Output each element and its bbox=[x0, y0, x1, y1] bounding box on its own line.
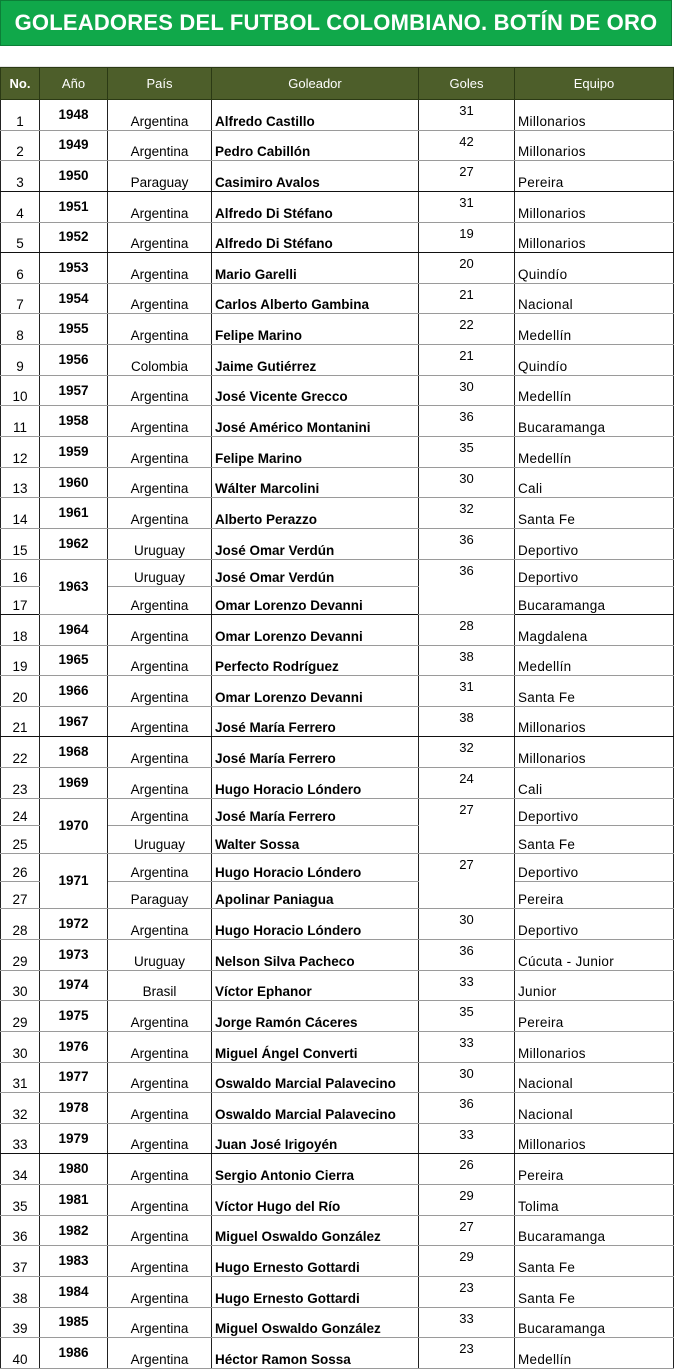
cell-scorer[interactable]: José Omar Verdún bbox=[212, 559, 419, 587]
cell-scorer[interactable]: Hugo Horacio Lóndero bbox=[212, 909, 419, 940]
cell-year[interactable]: 1974 bbox=[40, 970, 108, 1001]
cell-year[interactable]: 1952 bbox=[40, 222, 108, 253]
cell-year[interactable]: 1983 bbox=[40, 1246, 108, 1277]
page-title: GOLEADORES DEL FUTBOL COLOMBIANO. BOTÍN DE ORO bbox=[0, 0, 672, 46]
cell-no[interactable]: 33 bbox=[1, 1123, 40, 1154]
cell-goals[interactable]: 29 bbox=[419, 1246, 515, 1277]
cell-team[interactable]: Pereira bbox=[515, 1154, 674, 1185]
cell-no[interactable]: 38 bbox=[1, 1276, 40, 1307]
cell-country[interactable]: Argentina bbox=[108, 768, 212, 799]
cell-scorer[interactable]: Walter Sossa bbox=[212, 826, 419, 854]
cell-scorer[interactable]: Alfredo Castillo bbox=[212, 100, 419, 131]
cell-year[interactable]: 1949 bbox=[40, 130, 108, 161]
table-row bbox=[1, 939, 674, 970]
cell-year[interactable]: 1984 bbox=[40, 1276, 108, 1307]
cell-country[interactable]: Argentina bbox=[108, 676, 212, 707]
scorers-table bbox=[0, 67, 674, 1369]
cell-scorer[interactable]: Jorge Ramón Cáceres bbox=[212, 1001, 419, 1032]
cell-scorer[interactable]: Oswaldo Marcial Palavecino bbox=[212, 1062, 419, 1093]
cell-year[interactable]: 1975 bbox=[40, 1001, 108, 1032]
cell-year[interactable]: 1971 bbox=[40, 854, 108, 909]
cell-team[interactable]: Nacional bbox=[515, 1093, 674, 1124]
cell-team[interactable]: Quindío bbox=[515, 345, 674, 376]
cell-no[interactable]: 26 bbox=[1, 854, 40, 882]
cell-scorer[interactable]: José María Ferrero bbox=[212, 706, 419, 737]
cell-team[interactable]: Millonarios bbox=[515, 130, 674, 161]
cell-scorer[interactable]: Víctor Hugo del Río bbox=[212, 1185, 419, 1216]
cell-goals[interactable]: 35 bbox=[419, 437, 515, 468]
cell-team[interactable]: Bucaramanga bbox=[515, 1307, 674, 1338]
cell-year[interactable]: 1968 bbox=[40, 737, 108, 768]
cell-country[interactable]: Argentina bbox=[108, 283, 212, 314]
table-row bbox=[1, 375, 674, 406]
cell-goals[interactable]: 27 bbox=[419, 1215, 515, 1246]
cell-no[interactable]: 9 bbox=[1, 345, 40, 376]
cell-no[interactable]: 14 bbox=[1, 498, 40, 529]
cell-country[interactable]: Paraguay bbox=[108, 881, 212, 909]
cell-team[interactable]: Quindío bbox=[515, 253, 674, 284]
cell-no[interactable]: 24 bbox=[1, 798, 40, 826]
cell-goals[interactable]: 26 bbox=[419, 1154, 515, 1185]
cell-year[interactable]: 1973 bbox=[40, 939, 108, 970]
cell-goals[interactable]: 33 bbox=[419, 970, 515, 1001]
cell-scorer[interactable]: Hugo Ernesto Gottardi bbox=[212, 1276, 419, 1307]
cell-team[interactable]: Millonarios bbox=[515, 100, 674, 131]
cell-scorer[interactable]: Nelson Silva Pacheco bbox=[212, 939, 419, 970]
cell-no[interactable]: 30 bbox=[1, 970, 40, 1001]
cell-scorer[interactable]: Felipe Marino bbox=[212, 437, 419, 468]
table-row bbox=[1, 467, 674, 498]
cell-goals[interactable]: 36 bbox=[419, 939, 515, 970]
cell-scorer[interactable]: Sergio Antonio Cierra bbox=[212, 1154, 419, 1185]
cell-no[interactable]: 16 bbox=[1, 559, 40, 587]
cell-scorer[interactable]: Perfecto Rodríguez bbox=[212, 645, 419, 676]
cell-year[interactable]: 1980 bbox=[40, 1154, 108, 1185]
cell-goals[interactable]: 22 bbox=[419, 314, 515, 345]
cell-scorer[interactable]: Apolinar Paniagua bbox=[212, 881, 419, 909]
cell-scorer[interactable]: José María Ferrero bbox=[212, 737, 419, 768]
cell-country[interactable]: Argentina bbox=[108, 406, 212, 437]
spacer-row bbox=[0, 46, 674, 67]
cell-no[interactable]: 11 bbox=[1, 406, 40, 437]
cell-country[interactable]: Uruguay bbox=[108, 559, 212, 587]
cell-year[interactable]: 1954 bbox=[40, 283, 108, 314]
table-row bbox=[1, 253, 674, 284]
cell-scorer[interactable]: Pedro Cabillón bbox=[212, 130, 419, 161]
cell-team[interactable]: Bucaramanga bbox=[515, 587, 674, 615]
table-row bbox=[1, 1093, 674, 1124]
cell-team[interactable]: Santa Fe bbox=[515, 676, 674, 707]
table-row bbox=[1, 222, 674, 253]
cell-scorer[interactable]: Miguel Ángel Converti bbox=[212, 1031, 419, 1062]
cell-country[interactable]: Argentina bbox=[108, 467, 212, 498]
cell-scorer[interactable]: Hugo Horacio Lóndero bbox=[212, 768, 419, 799]
cell-year[interactable]: 1963 bbox=[40, 559, 108, 614]
cell-scorer[interactable]: José Omar Verdún bbox=[212, 528, 419, 559]
cell-country[interactable]: Argentina bbox=[108, 1093, 212, 1124]
cell-goals[interactable]: 30 bbox=[419, 1062, 515, 1093]
cell-goals[interactable]: 33 bbox=[419, 1123, 515, 1154]
cell-no[interactable]: 23 bbox=[1, 768, 40, 799]
cell-team[interactable]: Deportivo bbox=[515, 909, 674, 940]
cell-country[interactable]: Argentina bbox=[108, 1031, 212, 1062]
cell-team[interactable]: Millonarios bbox=[515, 1031, 674, 1062]
cell-goals[interactable]: 36 bbox=[419, 559, 515, 614]
cell-team[interactable]: Millonarios bbox=[515, 706, 674, 737]
cell-goals[interactable]: 33 bbox=[419, 1307, 515, 1338]
cell-country[interactable]: Argentina bbox=[108, 854, 212, 882]
cell-team[interactable]: Millonarios bbox=[515, 222, 674, 253]
cell-team[interactable]: Medellín bbox=[515, 437, 674, 468]
cell-team[interactable]: Cali bbox=[515, 768, 674, 799]
table-row bbox=[1, 1123, 674, 1154]
cell-goals[interactable]: 36 bbox=[419, 1093, 515, 1124]
cell-goals[interactable]: 36 bbox=[419, 528, 515, 559]
cell-no[interactable]: 40 bbox=[1, 1338, 40, 1369]
cell-no[interactable]: 7 bbox=[1, 283, 40, 314]
cell-no[interactable]: 27 bbox=[1, 881, 40, 909]
cell-country[interactable]: Argentina bbox=[108, 375, 212, 406]
table-row bbox=[1, 528, 674, 559]
cell-team[interactable]: Santa Fe bbox=[515, 826, 674, 854]
cell-team[interactable]: Deportivo bbox=[515, 559, 674, 587]
cell-scorer[interactable]: Omar Lorenzo Devanni bbox=[212, 676, 419, 707]
cell-no[interactable]: 2 bbox=[1, 130, 40, 161]
cell-goals[interactable]: 32 bbox=[419, 737, 515, 768]
cell-country[interactable]: Argentina bbox=[108, 1062, 212, 1093]
cell-goals[interactable]: 38 bbox=[419, 645, 515, 676]
cell-goals[interactable]: 31 bbox=[419, 191, 515, 222]
table-row bbox=[1, 768, 674, 799]
header-pais[interactable]: País bbox=[108, 68, 212, 100]
cell-no[interactable]: 39 bbox=[1, 1307, 40, 1338]
cell-no[interactable]: 25 bbox=[1, 826, 40, 854]
cell-goals[interactable]: 21 bbox=[419, 283, 515, 314]
cell-no[interactable]: 12 bbox=[1, 437, 40, 468]
table-row bbox=[1, 283, 674, 314]
table-row bbox=[1, 1338, 674, 1369]
cell-country[interactable]: Argentina bbox=[108, 253, 212, 284]
cell-no[interactable]: 1 bbox=[1, 100, 40, 131]
cell-team[interactable]: Medellín bbox=[515, 314, 674, 345]
cell-country[interactable]: Argentina bbox=[108, 191, 212, 222]
table-row bbox=[1, 1062, 674, 1093]
cell-no[interactable]: 32 bbox=[1, 1093, 40, 1124]
cell-scorer[interactable]: Oswaldo Marcial Palavecino bbox=[212, 1093, 419, 1124]
cell-goals[interactable]: 38 bbox=[419, 706, 515, 737]
cell-team[interactable]: Deportivo bbox=[515, 854, 674, 882]
cell-country[interactable]: Argentina bbox=[108, 1123, 212, 1154]
cell-team[interactable]: Nacional bbox=[515, 283, 674, 314]
cell-no[interactable]: 6 bbox=[1, 253, 40, 284]
cell-no[interactable]: 18 bbox=[1, 614, 40, 645]
cell-year[interactable]: 1981 bbox=[40, 1185, 108, 1216]
cell-team[interactable]: Junior bbox=[515, 970, 674, 1001]
cell-year[interactable]: 1961 bbox=[40, 498, 108, 529]
cell-no[interactable]: 8 bbox=[1, 314, 40, 345]
cell-scorer[interactable]: Mario Garelli bbox=[212, 253, 419, 284]
table-row bbox=[1, 1246, 674, 1277]
cell-team[interactable]: Pereira bbox=[515, 881, 674, 909]
cell-team[interactable]: Bucaramanga bbox=[515, 1215, 674, 1246]
cell-year[interactable]: 1956 bbox=[40, 345, 108, 376]
table-row bbox=[1, 798, 674, 826]
table-row bbox=[1, 1154, 674, 1185]
cell-goals[interactable]: 31 bbox=[419, 676, 515, 707]
table-row bbox=[1, 406, 674, 437]
header-goles[interactable]: Goles bbox=[419, 68, 515, 100]
cell-year[interactable]: 1965 bbox=[40, 645, 108, 676]
table-row bbox=[1, 1276, 674, 1307]
cell-team[interactable]: Millonarios bbox=[515, 1123, 674, 1154]
cell-year[interactable]: 1958 bbox=[40, 406, 108, 437]
cell-team[interactable]: Nacional bbox=[515, 1062, 674, 1093]
table-row bbox=[1, 706, 674, 737]
cell-team[interactable]: Magdalena bbox=[515, 614, 674, 645]
cell-no[interactable]: 17 bbox=[1, 587, 40, 615]
table-row bbox=[1, 161, 674, 192]
cell-no[interactable]: 13 bbox=[1, 467, 40, 498]
cell-goals[interactable]: 23 bbox=[419, 1338, 515, 1369]
cell-no[interactable]: 36 bbox=[1, 1215, 40, 1246]
table-row bbox=[1, 737, 674, 768]
cell-team[interactable]: Cúcuta - Junior bbox=[515, 939, 674, 970]
cell-country[interactable]: Argentina bbox=[108, 645, 212, 676]
cell-goals[interactable]: 19 bbox=[419, 222, 515, 253]
cell-scorer[interactable]: Omar Lorenzo Devanni bbox=[212, 587, 419, 615]
cell-scorer[interactable]: Héctor Ramon Sossa bbox=[212, 1338, 419, 1369]
cell-team[interactable]: Cali bbox=[515, 467, 674, 498]
cell-year[interactable]: 1969 bbox=[40, 768, 108, 799]
cell-year[interactable]: 1976 bbox=[40, 1031, 108, 1062]
cell-no[interactable]: 29 bbox=[1, 1001, 40, 1032]
cell-country[interactable]: Argentina bbox=[108, 1246, 212, 1277]
cell-scorer[interactable]: Carlos Alberto Gambina bbox=[212, 283, 419, 314]
cell-country[interactable]: Argentina bbox=[108, 1338, 212, 1369]
cell-no[interactable]: 30 bbox=[1, 1031, 40, 1062]
cell-no[interactable]: 3 bbox=[1, 161, 40, 192]
cell-no[interactable]: 31 bbox=[1, 1062, 40, 1093]
cell-team[interactable]: Santa Fe bbox=[515, 1246, 674, 1277]
cell-no[interactable]: 21 bbox=[1, 706, 40, 737]
cell-country[interactable]: Argentina bbox=[108, 706, 212, 737]
cell-no[interactable]: 22 bbox=[1, 737, 40, 768]
cell-goals[interactable]: 23 bbox=[419, 1276, 515, 1307]
table-row bbox=[1, 1031, 674, 1062]
cell-year[interactable]: 1957 bbox=[40, 375, 108, 406]
table-row bbox=[1, 314, 674, 345]
cell-year[interactable]: 1970 bbox=[40, 798, 108, 853]
cell-team[interactable]: Medellín bbox=[515, 375, 674, 406]
cell-no[interactable]: 35 bbox=[1, 1185, 40, 1216]
table-row bbox=[1, 498, 674, 529]
cell-no[interactable]: 15 bbox=[1, 528, 40, 559]
cell-country[interactable]: Argentina bbox=[108, 1307, 212, 1338]
table-row bbox=[1, 970, 674, 1001]
cell-country[interactable]: Argentina bbox=[108, 587, 212, 615]
cell-country[interactable]: Uruguay bbox=[108, 528, 212, 559]
cell-year[interactable]: 1948 bbox=[40, 100, 108, 131]
cell-year[interactable]: 1953 bbox=[40, 253, 108, 284]
cell-year[interactable]: 1967 bbox=[40, 706, 108, 737]
cell-team[interactable]: Pereira bbox=[515, 1001, 674, 1032]
cell-team[interactable]: Deportivo bbox=[515, 528, 674, 559]
cell-country[interactable]: Brasil bbox=[108, 970, 212, 1001]
cell-country[interactable]: Argentina bbox=[108, 130, 212, 161]
cell-scorer[interactable]: Hugo Ernesto Gottardi bbox=[212, 1246, 419, 1277]
cell-no[interactable]: 20 bbox=[1, 676, 40, 707]
cell-goals[interactable]: 27 bbox=[419, 798, 515, 853]
cell-goals[interactable]: 29 bbox=[419, 1185, 515, 1216]
cell-year[interactable]: 1951 bbox=[40, 191, 108, 222]
table-row bbox=[1, 345, 674, 376]
cell-goals[interactable]: 24 bbox=[419, 768, 515, 799]
cell-team[interactable]: Medellín bbox=[515, 645, 674, 676]
cell-country[interactable]: Uruguay bbox=[108, 826, 212, 854]
cell-goals[interactable]: 27 bbox=[419, 854, 515, 909]
cell-scorer[interactable]: Miguel Oswaldo González bbox=[212, 1215, 419, 1246]
cell-year[interactable]: 1962 bbox=[40, 528, 108, 559]
cell-no[interactable]: 29 bbox=[1, 939, 40, 970]
cell-year[interactable]: 1966 bbox=[40, 676, 108, 707]
cell-goals[interactable]: 30 bbox=[419, 467, 515, 498]
cell-no[interactable]: 10 bbox=[1, 375, 40, 406]
table-row bbox=[1, 909, 674, 940]
cell-country[interactable]: Argentina bbox=[108, 437, 212, 468]
table-row bbox=[1, 191, 674, 222]
cell-scorer[interactable]: Alfredo Di Stéfano bbox=[212, 222, 419, 253]
cell-team[interactable]: Medellín bbox=[515, 1338, 674, 1369]
table-row bbox=[1, 1215, 674, 1246]
cell-year[interactable]: 1972 bbox=[40, 909, 108, 940]
cell-year[interactable]: 1955 bbox=[40, 314, 108, 345]
table-row bbox=[1, 437, 674, 468]
cell-team[interactable]: Millonarios bbox=[515, 191, 674, 222]
cell-country[interactable]: Argentina bbox=[108, 222, 212, 253]
cell-no[interactable]: 28 bbox=[1, 909, 40, 940]
cell-goals[interactable]: 27 bbox=[419, 161, 515, 192]
cell-year[interactable]: 1960 bbox=[40, 467, 108, 498]
cell-country[interactable]: Argentina bbox=[108, 498, 212, 529]
cell-scorer[interactable]: Wálter Marcolini bbox=[212, 467, 419, 498]
cell-scorer[interactable]: Alberto Perazzo bbox=[212, 498, 419, 529]
cell-country[interactable]: Argentina bbox=[108, 1215, 212, 1246]
table-row bbox=[1, 100, 674, 131]
cell-team[interactable]: Santa Fe bbox=[515, 498, 674, 529]
cell-no[interactable]: 4 bbox=[1, 191, 40, 222]
cell-no[interactable]: 19 bbox=[1, 645, 40, 676]
cell-country[interactable]: Colombia bbox=[108, 345, 212, 376]
cell-scorer[interactable]: José Vicente Grecco bbox=[212, 375, 419, 406]
cell-scorer[interactable]: Hugo Horacio Lóndero bbox=[212, 854, 419, 882]
table-row bbox=[1, 676, 674, 707]
cell-goals[interactable]: 28 bbox=[419, 614, 515, 645]
cell-goals[interactable]: 30 bbox=[419, 909, 515, 940]
cell-year[interactable]: 1985 bbox=[40, 1307, 108, 1338]
cell-scorer[interactable]: José Américo Montanini bbox=[212, 406, 419, 437]
table-row bbox=[1, 854, 674, 882]
cell-year[interactable]: 1979 bbox=[40, 1123, 108, 1154]
cell-scorer[interactable]: Jaime Gutiérrez bbox=[212, 345, 419, 376]
cell-no[interactable]: 37 bbox=[1, 1246, 40, 1277]
cell-scorer[interactable]: Juan José Irigoyén bbox=[212, 1123, 419, 1154]
cell-country[interactable]: Argentina bbox=[108, 1276, 212, 1307]
header-equipo[interactable]: Equipo bbox=[515, 68, 674, 100]
cell-country[interactable]: Argentina bbox=[108, 100, 212, 131]
table-row bbox=[1, 645, 674, 676]
cell-team[interactable]: Deportivo bbox=[515, 798, 674, 826]
header-anio[interactable]: Año bbox=[40, 68, 108, 100]
cell-scorer[interactable]: José María Ferrero bbox=[212, 798, 419, 826]
cell-country[interactable]: Argentina bbox=[108, 1185, 212, 1216]
table-row bbox=[1, 1307, 674, 1338]
cell-year[interactable]: 1977 bbox=[40, 1062, 108, 1093]
cell-scorer[interactable]: Omar Lorenzo Devanni bbox=[212, 614, 419, 645]
table-row bbox=[1, 614, 674, 645]
cell-goals[interactable]: 32 bbox=[419, 498, 515, 529]
cell-no[interactable]: 5 bbox=[1, 222, 40, 253]
cell-country[interactable]: Argentina bbox=[108, 1001, 212, 1032]
cell-team[interactable]: Pereira bbox=[515, 161, 674, 192]
header-row bbox=[1, 68, 674, 100]
cell-year[interactable]: 1986 bbox=[40, 1338, 108, 1369]
cell-country[interactable]: Argentina bbox=[108, 798, 212, 826]
cell-team[interactable]: Santa Fe bbox=[515, 1276, 674, 1307]
cell-country[interactable]: Argentina bbox=[108, 737, 212, 768]
cell-goals[interactable]: 42 bbox=[419, 130, 515, 161]
cell-country[interactable]: Argentina bbox=[108, 314, 212, 345]
cell-country[interactable]: Argentina bbox=[108, 909, 212, 940]
cell-goals[interactable]: 30 bbox=[419, 375, 515, 406]
cell-team[interactable]: Tolima bbox=[515, 1185, 674, 1216]
cell-goals[interactable]: 33 bbox=[419, 1031, 515, 1062]
cell-scorer[interactable]: Víctor Ephanor bbox=[212, 970, 419, 1001]
header-no[interactable]: No. bbox=[1, 68, 40, 100]
cell-country[interactable]: Paraguay bbox=[108, 161, 212, 192]
cell-year[interactable]: 1964 bbox=[40, 614, 108, 645]
cell-scorer[interactable]: Casimiro Avalos bbox=[212, 161, 419, 192]
cell-team[interactable]: Bucaramanga bbox=[515, 406, 674, 437]
cell-country[interactable]: Uruguay bbox=[108, 939, 212, 970]
table-row bbox=[1, 1185, 674, 1216]
cell-year[interactable]: 1950 bbox=[40, 161, 108, 192]
cell-scorer[interactable]: Alfredo Di Stéfano bbox=[212, 191, 419, 222]
table-row bbox=[1, 1001, 674, 1032]
cell-country[interactable]: Argentina bbox=[108, 614, 212, 645]
cell-goals[interactable]: 35 bbox=[419, 1001, 515, 1032]
table-row bbox=[1, 130, 674, 161]
cell-year[interactable]: 1959 bbox=[40, 437, 108, 468]
cell-team[interactable]: Millonarios bbox=[515, 737, 674, 768]
cell-goals[interactable]: 36 bbox=[419, 406, 515, 437]
cell-country[interactable]: Argentina bbox=[108, 1154, 212, 1185]
cell-scorer[interactable]: Felipe Marino bbox=[212, 314, 419, 345]
cell-year[interactable]: 1982 bbox=[40, 1215, 108, 1246]
table-row bbox=[1, 559, 674, 587]
cell-scorer[interactable]: Miguel Oswaldo González bbox=[212, 1307, 419, 1338]
cell-goals[interactable]: 31 bbox=[419, 100, 515, 131]
cell-goals[interactable]: 21 bbox=[419, 345, 515, 376]
cell-no[interactable]: 34 bbox=[1, 1154, 40, 1185]
header-goleador[interactable]: Goleador bbox=[212, 68, 419, 100]
cell-year[interactable]: 1978 bbox=[40, 1093, 108, 1124]
cell-goals[interactable]: 20 bbox=[419, 253, 515, 284]
